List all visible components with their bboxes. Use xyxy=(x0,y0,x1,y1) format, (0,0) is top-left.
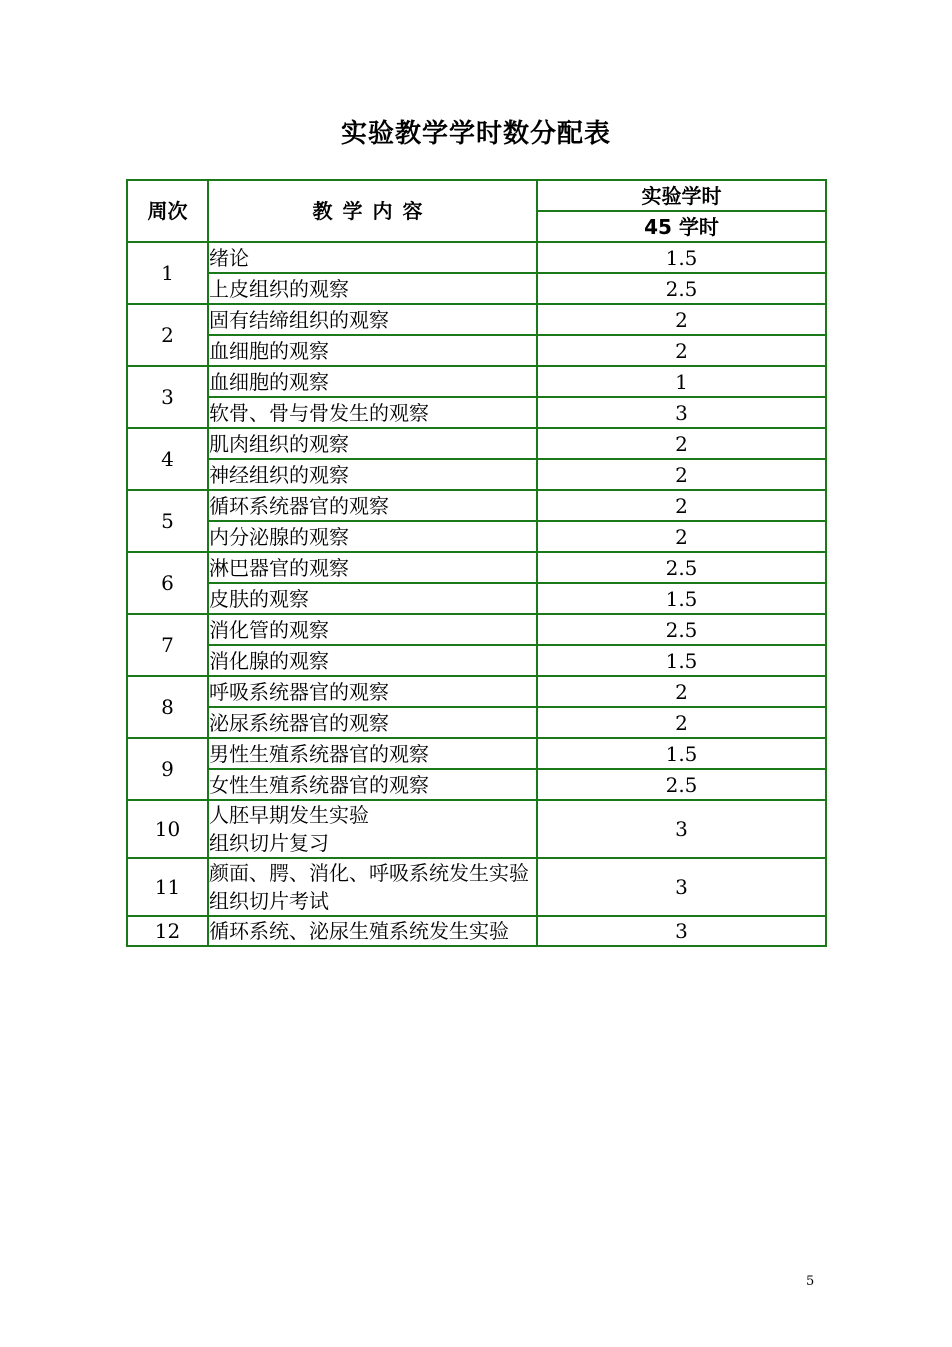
content-cell xyxy=(208,521,537,552)
content-line: 消化管的观察 xyxy=(209,617,329,642)
content-line: 血细胞的观察 xyxy=(209,369,329,394)
hours-cell: 2 xyxy=(537,459,826,490)
content-line: 颜面、腭、消化、呼吸系统发生实验 xyxy=(209,861,529,885)
hours-cell: 2 xyxy=(537,304,826,335)
table-row xyxy=(127,490,826,521)
content-line: 血细胞的观察 xyxy=(209,338,329,363)
hours-cell: 3 xyxy=(537,397,826,428)
week-cell: 11 xyxy=(127,858,208,916)
table-row xyxy=(127,800,826,858)
content-cell xyxy=(208,858,537,916)
content-line: 循环系统器官的观察 xyxy=(209,493,389,518)
content-cell xyxy=(208,916,537,946)
hours-cell: 3 xyxy=(537,916,826,946)
table-body xyxy=(127,242,826,946)
week-cell: 12 xyxy=(127,916,208,946)
hours-allocation-table xyxy=(126,179,827,947)
table-row xyxy=(127,676,826,707)
content-line: 固有结缔组织的观察 xyxy=(209,307,389,332)
hours-cell: 2 xyxy=(537,521,826,552)
content-cell xyxy=(208,242,537,273)
header-content: 教学内容 xyxy=(208,180,537,242)
content-line: 神经组织的观察 xyxy=(209,462,349,487)
content-cell xyxy=(208,459,537,490)
hours-cell: 1 xyxy=(537,366,826,397)
hours-cell: 1.5 xyxy=(537,583,826,614)
hours-cell: 2.5 xyxy=(537,614,826,645)
content-cell xyxy=(208,304,537,335)
content-cell xyxy=(208,645,537,676)
page-title: 实验教学学时数分配表 xyxy=(340,119,611,149)
content-cell xyxy=(208,397,537,428)
hours-cell: 2 xyxy=(537,428,826,459)
table-row xyxy=(127,858,826,916)
week-cell: 9 xyxy=(127,738,208,800)
table-row xyxy=(127,738,826,769)
content-cell xyxy=(208,614,537,645)
week-cell: 1 xyxy=(127,242,208,304)
week-cell: 2 xyxy=(127,304,208,366)
table-row xyxy=(127,583,826,614)
content-line: 绪论 xyxy=(209,245,249,270)
hours-cell: 2 xyxy=(537,676,826,707)
table-row xyxy=(127,366,826,397)
content-cell xyxy=(208,738,537,769)
hours-cell: 2.5 xyxy=(537,769,826,800)
header-hours-total: 45 学时 xyxy=(537,211,826,242)
content-line: 组织切片考试 xyxy=(209,889,329,913)
content-cell xyxy=(208,583,537,614)
header-hours-group: 实验学时 xyxy=(537,180,826,211)
hours-cell: 1.5 xyxy=(537,242,826,273)
table-row xyxy=(127,273,826,304)
content-line: 淋巴器官的观察 xyxy=(209,555,349,580)
week-cell: 4 xyxy=(127,428,208,490)
content-cell xyxy=(208,676,537,707)
table-row xyxy=(127,397,826,428)
week-cell: 6 xyxy=(127,552,208,614)
content-cell xyxy=(208,335,537,366)
content-line: 女性生殖系统器官的观察 xyxy=(209,772,429,797)
hours-cell: 3 xyxy=(537,858,826,916)
table-row xyxy=(127,916,826,946)
hours-cell: 2.5 xyxy=(537,552,826,583)
week-cell: 5 xyxy=(127,490,208,552)
content-line: 人胚早期发生实验 xyxy=(209,803,369,827)
page-number: 5 xyxy=(806,1274,815,1289)
content-line: 呼吸系统器官的观察 xyxy=(209,679,389,704)
hours-cell: 1.5 xyxy=(537,738,826,769)
week-cell: 7 xyxy=(127,614,208,676)
content-line: 皮肤的观察 xyxy=(209,586,309,611)
content-line: 组织切片复习 xyxy=(209,831,329,855)
table-row xyxy=(127,335,826,366)
content-line: 循环系统、泌尿生殖系统发生实验 xyxy=(209,919,509,943)
hours-cell: 2 xyxy=(537,490,826,521)
table-row xyxy=(127,769,826,800)
week-cell: 3 xyxy=(127,366,208,428)
hours-cell: 2 xyxy=(537,335,826,366)
table-row xyxy=(127,521,826,552)
content-line: 男性生殖系统器官的观察 xyxy=(209,741,429,766)
hours-cell: 2 xyxy=(537,707,826,738)
table-row xyxy=(127,459,826,490)
content-line: 上皮组织的观察 xyxy=(209,276,349,301)
table-row xyxy=(127,552,826,583)
table-row xyxy=(127,614,826,645)
content-cell xyxy=(208,552,537,583)
table-row xyxy=(127,707,826,738)
week-cell: 8 xyxy=(127,676,208,738)
table-row xyxy=(127,304,826,335)
hours-cell: 3 xyxy=(537,800,826,858)
content-cell xyxy=(208,428,537,459)
table-row xyxy=(127,645,826,676)
content-cell xyxy=(208,490,537,521)
header-week: 周次 xyxy=(127,180,208,242)
table-row xyxy=(127,242,826,273)
week-cell: 10 xyxy=(127,800,208,858)
content-cell xyxy=(208,800,537,858)
content-cell xyxy=(208,273,537,304)
content-cell xyxy=(208,769,537,800)
content-line: 软骨、骨与骨发生的观察 xyxy=(209,400,429,425)
content-line: 肌肉组织的观察 xyxy=(209,431,349,456)
table-row xyxy=(127,428,826,459)
hours-cell: 2.5 xyxy=(537,273,826,304)
content-line: 内分泌腺的观察 xyxy=(209,524,349,549)
content-line: 消化腺的观察 xyxy=(209,648,329,673)
content-cell xyxy=(208,366,537,397)
hours-cell: 1.5 xyxy=(537,645,826,676)
content-cell xyxy=(208,707,537,738)
content-line: 泌尿系统器官的观察 xyxy=(209,710,389,735)
